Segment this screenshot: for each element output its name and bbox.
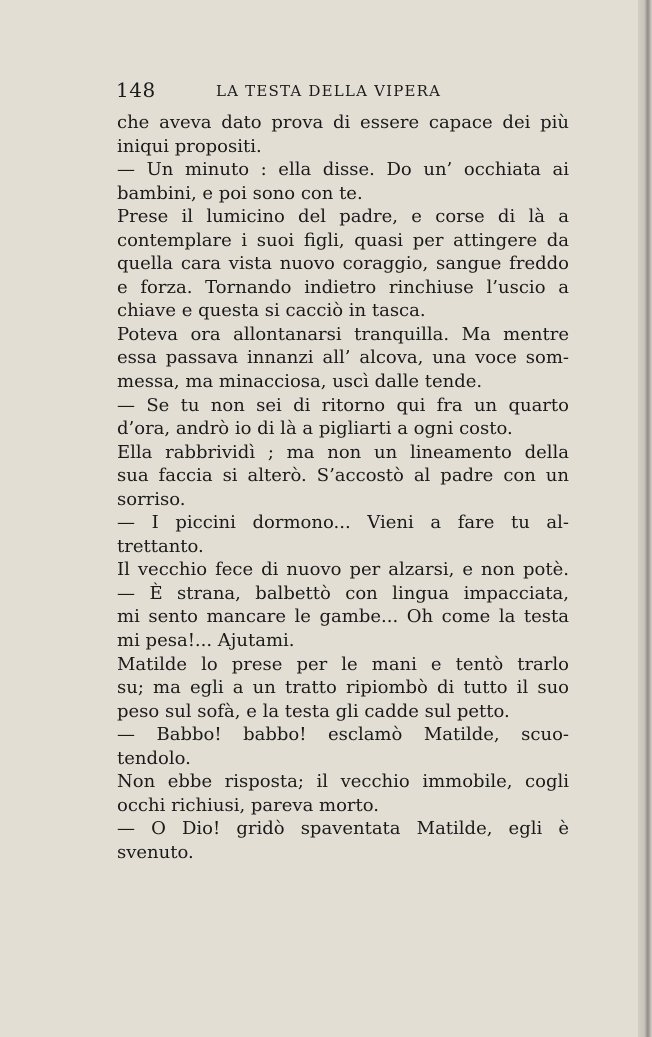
text-line: sua faccia si alterò. S’accostò al padre con un — [117, 465, 569, 487]
text-line: — È strana, balbettò con lingua impacciata, — [117, 582, 569, 604]
text-line: trettanto. — [117, 535, 204, 557]
body-text — [117, 111, 569, 865]
text-line: mi sento mancare le gambe... Oh come la testa — [117, 606, 569, 628]
text-line: — O Dio! gridò spaventata Matilde, egli è — [117, 818, 569, 840]
running-title: LA TESTA DELLA VIPERA — [216, 82, 442, 100]
text-line: e forza. Tornando indietro rinchiuse l’uscio a — [117, 276, 569, 298]
text-line: iniqui propositi. — [117, 135, 262, 157]
text-line: su; ma egli a un tratto ripiombò di tutto il suo — [117, 677, 569, 699]
text-line: — Babbo! babbo! esclamò Matilde, scuo- — [117, 724, 569, 746]
text-line: messa, ma minacciosa, uscì dalle tende. — [117, 371, 483, 393]
text-line: Prese il lumicino del padre, e corse di là a — [117, 206, 569, 228]
text-line: tendolo. — [117, 747, 191, 769]
text-line: peso sul sofà, e la testa gli cadde sul petto. — [117, 700, 510, 722]
page-edge-shadow — [638, 0, 652, 1037]
page-header — [0, 78, 640, 106]
text-line: che aveva dato prova di essere capace dei più — [117, 112, 569, 133]
text-line: mi pesa!... Ajutami. — [117, 630, 295, 652]
text-line: chiave e questa si cacciò in tasca. — [117, 300, 426, 322]
text-line: sorriso. — [117, 488, 186, 510]
text-line: svenuto. — [117, 841, 194, 863]
text-line: Matilde lo prese per le mani e tentò trarlo — [117, 653, 569, 675]
text-line: — Un minuto : ella disse. Do un’ occhiata ai — [117, 159, 569, 181]
text-line: — I piccini dormono... Vieni a fare tu al- — [117, 512, 569, 534]
text-line: quella cara vista nuovo coraggio, sangue freddo — [117, 253, 569, 275]
text-line: Ella rabbrividì ; ma non un lineamento della — [117, 441, 569, 463]
text-line: Non ebbe risposta; il vecchio immobile, cogli — [117, 771, 569, 793]
text-line: d’ora, andrò io di là a pigliarti a ogni costo. — [117, 418, 513, 440]
text-line: — Se tu non sei di ritorno qui fra un quarto — [117, 394, 569, 416]
text-line: Poteva ora allontanarsi tranquilla. Ma mentre — [117, 323, 569, 345]
text-line: bambini, e poi sono con te. — [117, 182, 363, 204]
text-line: occhi richiusi, pareva morto. — [117, 794, 380, 816]
page-number: 148 — [116, 78, 156, 102]
text-line: Il vecchio fece di nuovo per alzarsi, e non potè. — [117, 559, 569, 581]
text-line: contemplare i suoi figli, quasi per attingere da — [117, 229, 569, 251]
text-line: essa passava innanzi all’ alcova, una voce som- — [117, 347, 569, 369]
